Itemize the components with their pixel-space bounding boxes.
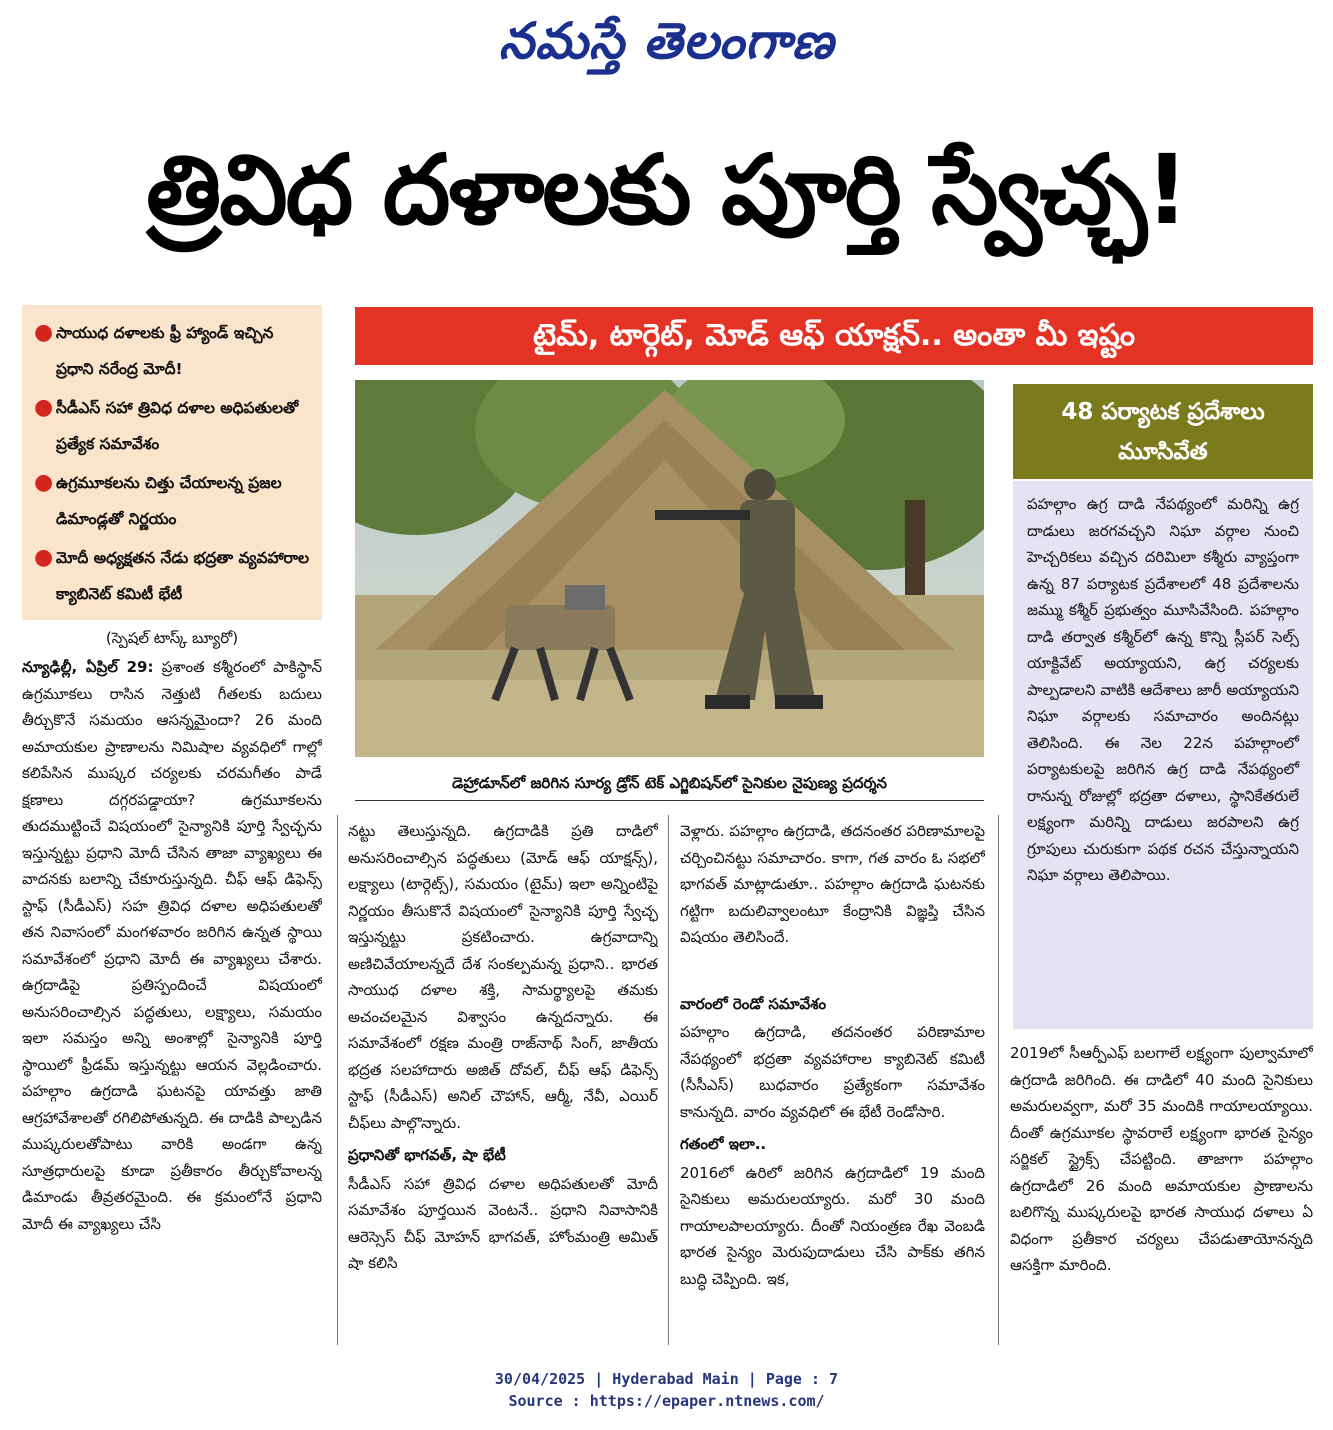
section-subhead: గతంలో ఇలా.. xyxy=(680,1135,767,1153)
article-text: ప్రశాంత కశ్మీరంలో పాకిస్థాన్ ఉగ్రమూకలు రాసిన నెత్తుటి గీతలకు బదులు తీర్చుకొనే సమయం ఆసన్నమైందా? 26 మంది అమాయకుల ప్రాణాలను నిమిషాల వ్యవధిలో గాల్లో కలిపేసిన ముష్కర చర్యలకు చరమగీతం పాడే క్షణాలు దగ్గరపడ్డాయా? ఉగ్రమూకలను తుదముట్టించే విషయంలో సైన్యానికి పూర్తి స్వేచ్ఛను ఇస్తున్నట్టు ప్రధాని మోదీ చేసిన తాజా వ్యాఖ్యలు ఈ వాదనకు బలాన్ని చేకూరుస్తున్నది. చీఫ్ ఆఫ్ డిఫెన్స్ స్టాఫ్ (సీడీఎస్) సహ త్రివిధ దళాల అధిపతులతో తన నివాసంలో మంగళవారం జరిగిన ఉన్నత స్థాయి సమావేశంలో ప్రధాని మోదీ ఈ వ్యాఖ్యలు చేశారు. ఉగ్రదాడిపై ప్రతిస్పందించే విషయంలో అనుసరించాల్సిన పద్ధతులు, లక్ష్యాలు, సమయం ఇలా సమస్తం అన్ని అంశాల్లో సైన్యానికి పూర్తి స్థాయిలో ఫ్రీడమ్ ఇస్తున్నట్టు ఆయన వెల్లడించారు. పహల్గాం ఉగ్రదాడి ఘటనపై యావత్తు జాతి ఆగ్రహావేశాలతో రగిలిపోతున్నది. ఈ దాడికి పాల్పడిన ముష్కరులతోపాటు వారికి అండగా ఉన్న సూత్రధారులపై కూడా ప్రతీకారం తీర్చుకోవాలన్న డిమాండు తీవ్రతరమైంది. ఈ క్రమంలోనే ప్రధాని మోదీ ఈ వ్యాఖ్యలు చేసి xyxy=(22,658,322,1233)
highlight-item: ● సీడీఎస్ సహా త్రివిధ దళాల అధిపతులతో ప్రత్యేక సమావేశం xyxy=(30,390,314,462)
footer-source-link[interactable]: Source : https://epaper.ntnews.com/ xyxy=(508,1392,825,1410)
article-text: పహల్గాం ఉగ్రదాడి, తదనంతర పరిణామాల నేపథ్యంలో భద్రతా వ్యవహారాల క్యాబినెట్ కమిటీ (సీసీఎస్) బుధవారం ప్రత్యేకంగా సమావేశం కానున్నది. వారం వ్యవధిలో ఈ భేటీ రెండోసారి. xyxy=(680,1023,985,1121)
column-divider xyxy=(998,815,999,1345)
dateline: న్యూఢిల్లీ, ఏప్రిల్ 29: xyxy=(22,658,154,676)
sidebar-title: 48 పర్యాటక ప్రదేశాలు మూసివేత xyxy=(1013,384,1313,479)
article-column-3 xyxy=(680,818,985,1345)
footer-edition-info: 30/04/2025 | Hyderabad Main | Page : 7 xyxy=(494,1370,839,1388)
headline: త్రివిధ దళాలకు పూర్తి స్వేచ్ఛ! xyxy=(146,134,1187,246)
article-text: 2019లో సీఆర్పీఎఫ్ బలగాలే లక్ష్యంగా పుల్వామాలో ఉగ్రదాడి జరిగింది. ఈ దాడిలో 40 మంది సైనికులు అమరులవ్వగా, మరో 35 మందికి గాయాలయ్యాయి. దీంతో ఉగ్రమూకల స్థావరాలే లక్ష్యంగా భారత సైన్యం సర్జికల్ స్ట్రైక్స్ చేపట్టింది. తాజాగా పహల్గాం ఉగ్రదాడిలో 26 మంది అమాయకుల ప్రాణాలను బలిగొన్న ముష్కరులపై భారత సాయుధ దళాలు ఏ విధంగా ప్రతీకార చర్యలు చేపడుతాయోనన్నది ఆసక్తిగా మారింది. xyxy=(1010,1044,1313,1274)
highlight-item: ● సాయుధ దళాలకు ఫ్రీ హ్యాండ్ ఇచ్చిన ప్రధాని నరేంద్ర మోదీ! xyxy=(30,315,314,387)
article-column-2 xyxy=(348,818,658,1345)
article-text: సీడీఎస్ సహా త్రివిధ దళాల అధిపతులతో మోదీ సమావేశం పూర్తయిన వెంటనే.. ప్రధాని నివాసానికి ఆరెస్సెస్ చీఫ్ మోహన్ భాగవత్, హోంమంత్రి అమిత్ షా కలిసి xyxy=(348,1174,658,1272)
article-column-1 xyxy=(22,654,322,1344)
subhead-banner: టైమ్, టార్గెట్, మోడ్ ఆఫ్ యాక్షన్.. అంతా మీ ఇష్టం xyxy=(355,307,1313,365)
news-photo xyxy=(355,380,984,757)
article-text: వెళ్లారు. పహల్గాం ఉగ్రదాడి, తదనంతర పరిణామాలపై చర్చించినట్టు సమాచారం. కాగా, గత వారం ఓ సభలో భాగవత్ మాట్లాడుతూ.. పహల్గాం ఉగ్రదాడి ఘటనకు గట్టిగా బదులివ్వాలంటూ కేంద్రానికి విజ్ఞప్తి చేసిన విషయం తెలిసిందే. xyxy=(680,822,985,946)
article-text: 2016లో ఉరిలో జరిగిన ఉగ్రదాడిలో 19 మంది సైనికులు అమరులయ్యారు. మరో 30 మంది గాయాలపాలయ్యారు. దీంతో నియంత్రణ రేఖ వెంబడి భారత సైన్యం మెరుపుదాడులు చేసి పాక్‌కు తగిన బుద్ధి చెప్పింది. ఇక, xyxy=(680,1163,985,1288)
highlight-item: ● మోదీ అధ్యక్షతన నేడు భద్రతా వ్యవహారాల క్యాబినెట్ కమిటీ భేటీ xyxy=(30,540,314,612)
section-subhead: ప్రధానితో భాగవత్, షా భేటీ xyxy=(348,1146,506,1164)
sidebar-body: పహల్గాం ఉగ్ర దాడి నేపథ్యంలో మరిన్ని ఉగ్ర దాడులు జరగవచ్చని నిఘా వర్గాల నుంచి హెచ్చరికలు వచ్చిన దరిమిలా కశ్మీరు వ్యాప్తంగా ఉన్న 87 పర్యాటక ప్రదేశాలలో 48 ప్రదేశాలను జమ్ము కశ్మీర్ ప్రభుత్వం మూసివేసింది. పహల్గాం దాడి తర్వాత కశ్మీర్‌లో ఉన్న కొన్ని స్లీపర్ సెల్స్ యాక్టివేట్ అయ్యాయని, ఉగ్ర చర్యలకు పాల్పడాలని వాటికి ఆదేశాలు జారీ అయ్యాయని నిఘా వర్గాలకు సమాచారం అందినట్లు తెలిసింది. ఈ నెల 22న పహల్గాంలో పర్యాటకులపై జరిగిన ఉగ్ర దాడి నేపథ్యంలో రానున్న రోజుల్లో భద్రతా దళాలు, స్థానికేతరులే లక్ష్యంగా మరిన్ని దాడులు జరపాలని ఉగ్ర గ్రూపులు చురుకుగా పథక రచన చేస్తున్నాయని నిఘా వర్గాలు తెలిపాయి. xyxy=(1013,481,1313,1029)
byline: (స్పెషల్ టాస్క్ బ్యూరో) xyxy=(105,629,239,647)
masthead-logo: నమస్తే తెలంగాణ xyxy=(498,11,835,70)
highlights-box xyxy=(22,305,322,620)
article-text: నట్టు తెలుస్తున్నది. ఉగ్రదాడికి ప్రతి దాడిలో అనుసరించాల్సిన పద్ధతులు (మోడ్ ఆఫ్ యాక్షన్స్), లక్ష్యాలు (టార్గెట్స్), సమయం (టైమ్) ఇలా అన్నింటిపై నిర్ణయం తీసుకొనే విషయంలో సైన్యానికి పూర్తి స్వేచ్ఛ ఇస్తున్నట్టు ప్రకటించారు. ఉగ్రవాదాన్ని అణిచివేయాలన్నదే దేశ సంకల్పమన్న ప్రధాని.. భారత సాయుధ దళాల శక్తి, సామర్థ్యాలపై తమకు అచంచలమైన విశ్వాసం ఉన్నదన్నారు. ఈ సమావేశంలో రక్షణ మంత్రి రాజ్‌నాథ్ సింగ్, జాతీయ భద్రత సలహాదారు అజిత్ దోవల్, చీఫ్ ఆఫ్ డిఫెన్స్ స్టాఫ్ (సీడీఎస్) అనిల్ చౌహాన్, ఆర్మీ, నేవీ, ఎయిర్ చీఫ్‌లు పాల్గొన్నారు. xyxy=(348,822,658,1132)
column-divider xyxy=(668,815,669,1345)
section-subhead: వారంలో రెండో సమావేశం xyxy=(680,994,827,1013)
column-divider xyxy=(337,815,338,1345)
bullet-icon: ● xyxy=(34,395,54,420)
article-column-4 xyxy=(1010,1040,1313,1345)
bullet-icon: ● xyxy=(34,320,54,345)
highlight-item: ● ఉగ్రమూకలను చిత్తు చేయాలన్న ప్రజల డిమాండ్లతో నిర్ణయం xyxy=(30,465,314,537)
bullet-icon: ● xyxy=(34,470,54,495)
bullet-icon: ● xyxy=(34,545,54,570)
photo-caption: డెహ్రాడూన్‌లో జరిగిన సూర్య డ్రోన్ టెక్ ఎగ్జిబిషన్‌లో సైనికుల నైపుణ్య ప్రదర్శన xyxy=(355,765,984,801)
